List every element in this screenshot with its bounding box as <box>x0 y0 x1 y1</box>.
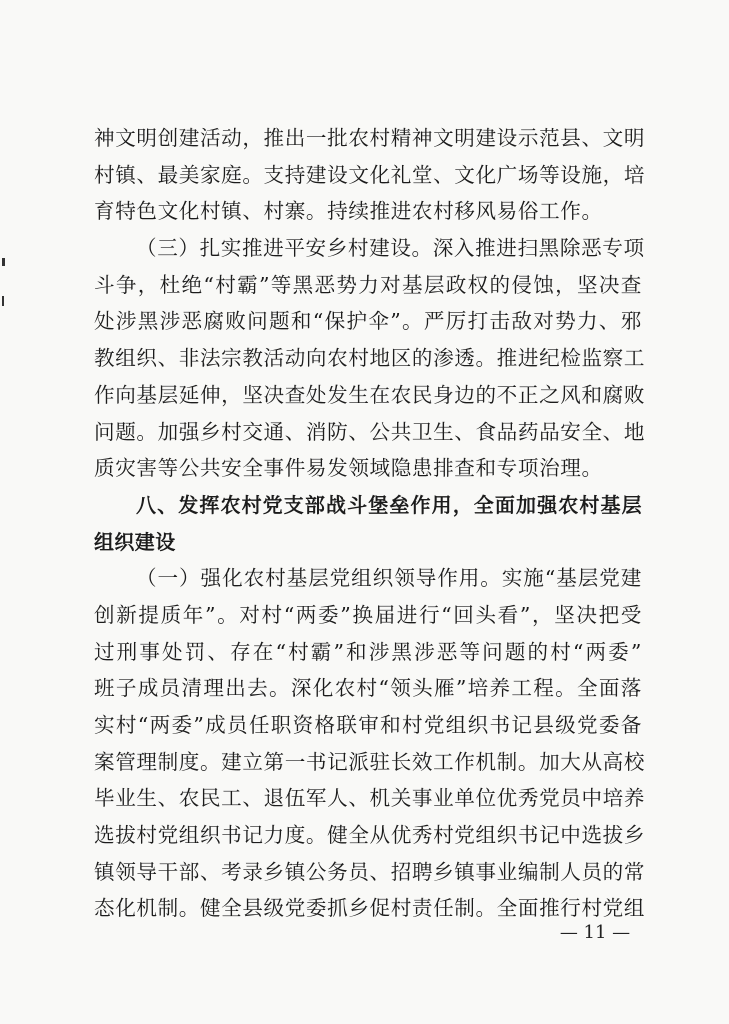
subsection-line: （一）强化农村基层党组织领导作用。实施“基层党建 <box>136 566 642 591</box>
paragraph-line: 处涉黑涉恶腐败问题和“保护伞”。严厉打击敌对势力、邪 <box>94 309 642 334</box>
paragraph-line: 创新提质年”。对村“两委”换届进行“回头看”，坚决把受 <box>94 602 642 627</box>
scan-edge-mark <box>2 296 4 306</box>
paragraph-line: 教组织、非法宗教活动向农村地区的渗透。推进纪检监察工 <box>94 346 646 371</box>
subsection-line: （三）扎实推进平安乡村建设。深入推进扫黑除恶专项 <box>136 236 645 261</box>
paragraph-line: 班子成员清理出去。深化农村“领头雁”培养工程。全面落 <box>94 676 642 701</box>
paragraph-line: 神文明创建活动，推出一批农村精神文明建设示范县、文明 <box>94 126 646 150</box>
paragraph-line: 案管理制度。建立第一书记派驻长效工作机制。加大从高校 <box>94 749 646 774</box>
paragraph-line: 质灾害等公共安全事件易发领域隐患排查和专项治理。 <box>94 456 603 481</box>
paragraph-line: 过刑事处罚、存在“村霸”和涉黑涉恶等问题的村“两委” <box>94 639 642 664</box>
page-body <box>94 120 646 927</box>
paragraph-line: 选拔村党组织书记力度。健全从优秀村党组织书记中选拔乡 <box>94 823 646 848</box>
paragraph-line: 育特色文化村镇、村寨。持续推进农村移风易俗工作。 <box>94 199 603 224</box>
paragraph-line: 毕业生、农民工、退伍军人、机关事业单位优秀党员中培养 <box>94 786 646 811</box>
paragraph-line: 斗争，杜绝“村霸”等黑恶势力对基层政权的侵蚀，坚决查 <box>94 272 642 297</box>
paragraph-line: 实村“两委”成员任职资格联审和村党组织书记县级党委备 <box>94 713 642 737</box>
paragraph-line: 作向基层延伸，坚决查处发生在农民身边的不正之风和腐败 <box>94 382 646 407</box>
paragraph-line: 问题。加强乡村交通、消防、公共卫生、食品药品安全、地 <box>94 419 646 444</box>
page-number: — 11 — <box>559 922 631 943</box>
paragraph-line: 态化机制。健全县级党委抓乡促村责任制。全面推行村党组 <box>94 896 646 921</box>
section-heading: 组织建设 <box>94 529 176 554</box>
paragraph-line: 村镇、最美家庭。支持建设文化礼堂、文化广场等设施，培 <box>94 162 646 187</box>
section-heading: 八、发挥农村党支部战斗堡垒作用，全面加强农村基层 <box>136 492 642 517</box>
paragraph-line: 镇领导干部、考录乡镇公务员、招聘乡镇事业编制人员的常 <box>94 859 646 884</box>
scan-edge-mark <box>2 258 5 266</box>
